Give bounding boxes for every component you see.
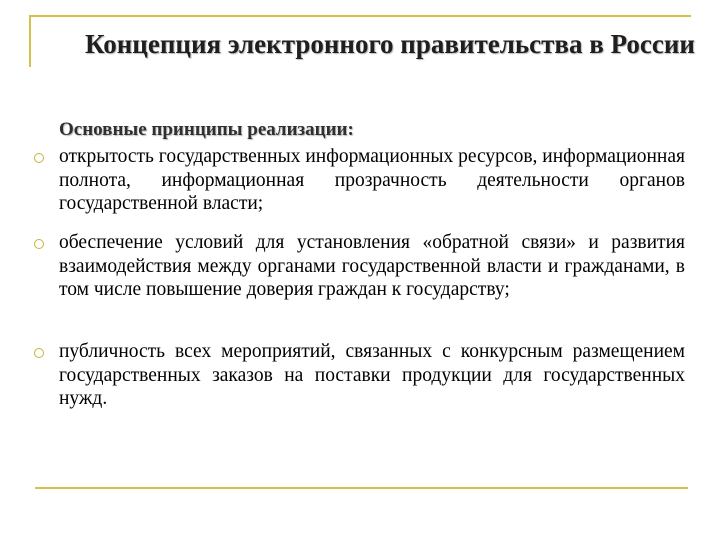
circle-bullet-icon xyxy=(34,348,44,358)
bullet-text: обеспечение условий для установления «обратной связи» и развития взаимодействия между органами государственной власти и гражданами, в том числе повышение доверия граждан к государству; xyxy=(59,232,685,300)
bullet-text: открытость государственных информационных ресурсов, информационная полнота, информационная прозрачность деятельности органов государственной власти; xyxy=(59,146,685,214)
circle-bullet-icon xyxy=(34,153,44,163)
bottom-decorative-line xyxy=(35,487,688,489)
circle-bullet-icon xyxy=(34,239,44,249)
slide-title: Концепция электронного правительства в России xyxy=(85,29,695,59)
bullet-item xyxy=(59,340,685,411)
bullet-item xyxy=(59,145,685,216)
slide-subheading: Основные принципы реализации: xyxy=(59,119,354,140)
bullet-item xyxy=(59,231,685,302)
bullet-text: публичность всех мероприятий, связанных с конкурсным размещением государственных заказов на поставки продукции для государственных нужд. xyxy=(59,341,685,409)
